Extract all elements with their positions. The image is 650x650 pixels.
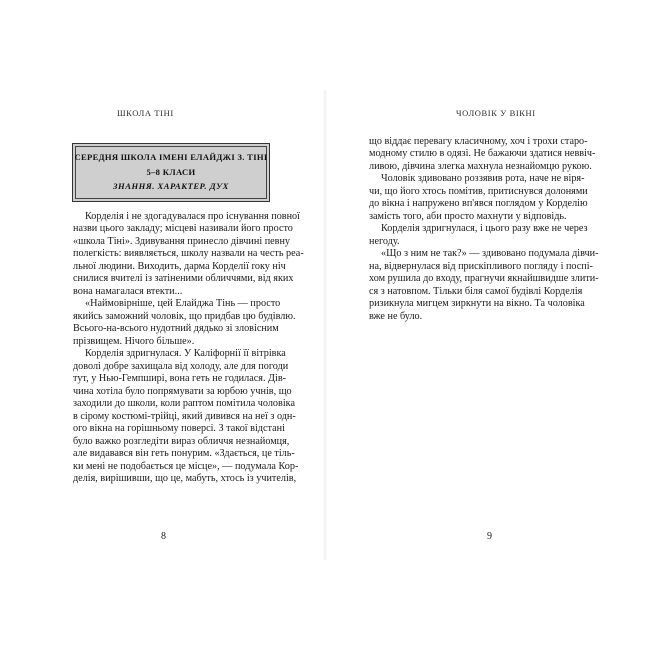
sign-school-name: СЕРЕДНЯ ШКОЛА ІМЕНІ ЕЛАЙДЖІ З. ТІНІ	[74, 152, 268, 162]
text-line: замість того, аби просто махнути у відповідь.	[369, 211, 567, 222]
text-line: делія, вирішивши, що це, мабуть, хтось із учителів,	[73, 473, 297, 484]
right-page	[325, 0, 650, 650]
running-head-right: ЧОЛОВІК У ВІКНІ	[456, 108, 536, 118]
sign-grades: 5–8 КЛАСИ	[146, 166, 196, 177]
text-line: полегкість: виявляється, школу назвали на честь реа-	[73, 248, 304, 259]
text-line: снилися вчителі із затіненими обличчями, від яких	[73, 273, 294, 284]
text-line: хом рушила до входу, прагнучи якнайшвидше злити-	[369, 273, 599, 284]
text-line: ки мені не подобається це місце», — подумала Кор-	[73, 461, 299, 472]
text-line: ся з натовпом. Тільки біля самої будівлі Корделія	[369, 286, 583, 297]
school-sign	[72, 143, 270, 202]
text-line: ризикнула мигцем зиркнути на вікно. Та чоловіка	[369, 298, 585, 309]
text-line: Чоловік здивовано роззявив рота, наче не віря-	[381, 173, 585, 184]
text-line: заходили до школи, коли раптом помітила чоловіка	[73, 398, 295, 409]
text-line: доволі добре захищала від холоду, але для погоди	[73, 361, 289, 372]
text-line: чи, що його хтось помітив, притиснувся долонями	[369, 186, 588, 197]
text-line: льної людини. Виходить, дарма Корделії roку ніч	[73, 261, 286, 272]
text-line: в сірому костюмі-трійці, який дивився на неї з одн-	[73, 411, 296, 422]
text-line: Корделія і не здогадувалася про існування повної	[85, 211, 300, 222]
text-line: вже не було.	[369, 311, 423, 322]
text-line: модному стилю в одязі. Не бажаючи здатися неввіч-	[369, 148, 596, 159]
text-line: що віддає перевагу класичному, хоч і трохи старо-	[369, 136, 588, 147]
text-line: якийсь заможний чоловік, що придбав цю будівлю.	[73, 311, 296, 322]
text-line: ого вікна на горішньому поверсі. З такої відстані	[73, 423, 285, 434]
text-line: тут, у Нью-Гемпширі, вона геть не годилася. Дів-	[73, 373, 287, 384]
text-line: було важко розгледіти вираз обличчя незнайомця,	[73, 436, 290, 447]
text-line: Всього-на-всього нудотний дядько зі зловісним	[73, 323, 279, 334]
text-line: але видавався він геть понурим. «Здається, це тіль-	[73, 448, 295, 459]
page-number-right: 9	[487, 531, 492, 542]
text-line: вона намагалася втекти...	[73, 286, 183, 297]
text-line: назви цього закладу; місцеві називали його просто	[73, 223, 293, 234]
text-line: «школа Тіні». Здивування принесло дівчині певну	[73, 236, 291, 247]
page-number-left: 8	[161, 531, 166, 542]
text-line: «Наймовірніше, цей Елайджа Тінь — просто	[85, 298, 281, 309]
text-line: прізвищем. Нічого більше».	[73, 336, 195, 347]
running-head-left: ШКОЛА ТІНІ	[117, 108, 174, 118]
text-line: ливою, дівчина злегка махнула незнайомцю рукою.	[369, 161, 592, 172]
text-line: до вікна і напружено вп'явся поглядом у Корделію	[369, 198, 588, 209]
text-line: Корделія здригнулася, і цього разу вже не через	[381, 223, 588, 234]
text-line: Корделія здригнулася. У Каліфорнії її вітрівка	[85, 348, 286, 359]
text-line: на, відвернулася від прискіпливого погляду і поспі-	[369, 261, 593, 272]
text-line: чина хотіла було попрямувати за юрбою учнів, що	[73, 386, 292, 397]
text-line: «Що з ним не так?» — здивовано подумала дівчи-	[381, 248, 599, 259]
sign-motto: ЗНАННЯ. ХАРАКТЕР. ДУХ	[113, 181, 229, 191]
text-line: негоду.	[369, 236, 400, 247]
